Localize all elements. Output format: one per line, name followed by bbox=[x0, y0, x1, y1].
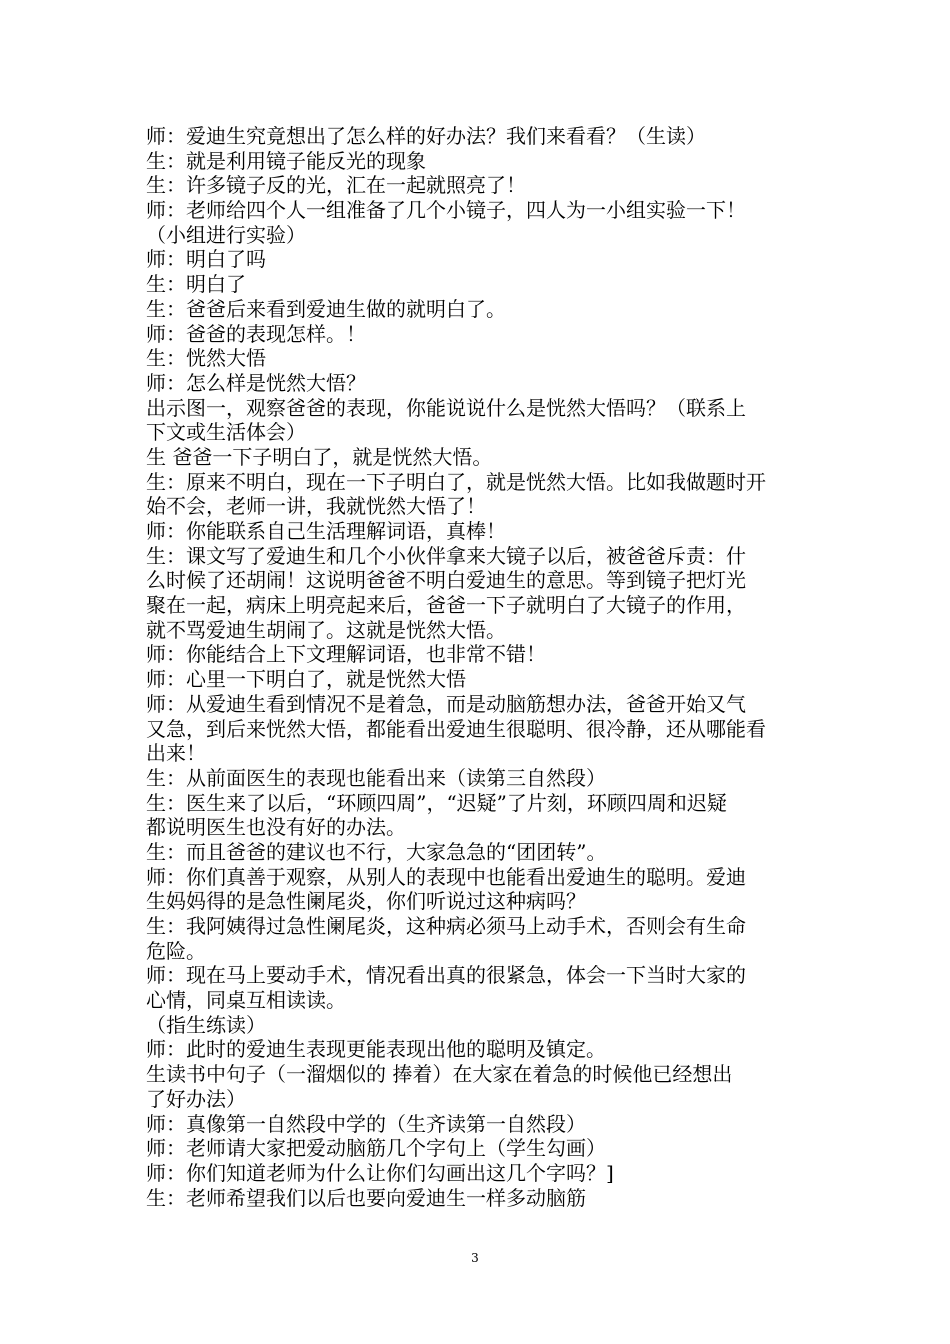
text-line: 师：此时的爱迪生表现更能表现出他的聪明及镇定。 bbox=[146, 1037, 606, 1062]
text-line: 师：爱迪生究竟想出了怎么样的好办法？我们来看看？（生读） bbox=[146, 124, 706, 148]
text-line: 生：医生来了以后，“环顾四周”，“迟疑”了片刻，环顾四周和迟疑 bbox=[146, 790, 727, 815]
text-line: 又急，到后来恍然大悟，都能看出爱迪生很聪明、很冷静，还从哪能看 bbox=[146, 716, 766, 741]
text-line: 生 爸爸一下子明白了，就是恍然大悟。 bbox=[146, 444, 493, 469]
text-line: 师：你能联系自己生活理解词语，真棒！ bbox=[146, 519, 506, 543]
text-line: 下文或生活体会） bbox=[146, 420, 306, 445]
text-line: 就不骂爱迪生胡闹了。这就是恍然大悟。 bbox=[146, 617, 506, 642]
text-line: 师：老师请大家把爱动脑筋几个字句上（学生勾画） bbox=[146, 1136, 606, 1161]
text-line: 师：老师给四个人一组准备了几个小镜子，四人为一小组实验一下！ bbox=[146, 198, 746, 223]
text-line: 危险。 bbox=[146, 938, 206, 963]
text-line: 出来！ bbox=[146, 741, 206, 766]
page-number: 3 bbox=[471, 1251, 479, 1265]
text-line: 生读书中句子（一溜烟似的 捧着）在大家在着急的时候他已经想出 bbox=[146, 1062, 733, 1087]
text-line: 师：明白了吗 bbox=[146, 247, 266, 272]
text-line: 生：恍然大悟 bbox=[146, 346, 266, 371]
text-line: 生：就是利用镜子能反光的现象 bbox=[146, 148, 426, 173]
text-line: 都说明医生也没有好的办法。 bbox=[146, 815, 406, 840]
text-line: 师：从爱迪生看到情况不是着急，而是动脑筋想办法，爸爸开始又气 bbox=[146, 691, 746, 716]
text-line: 始不会，老师一讲，我就恍然大悟了！ bbox=[146, 494, 486, 519]
text-line: 生：明白了 bbox=[146, 272, 246, 297]
text-line: 生：许多镜子反的光，汇在一起就照亮了！ bbox=[146, 173, 526, 198]
text-line: 生：原来不明白，现在一下子明白了，就是恍然大悟。比如我做题时开 bbox=[146, 469, 766, 494]
text-line: 生：从前面医生的表现也能看出来（读第三自然段） bbox=[146, 765, 606, 790]
text-line: 生：爸爸后来看到爱迪生做的就明白了。 bbox=[146, 296, 506, 321]
text-line: 师：怎么样是恍然大悟？ bbox=[146, 370, 366, 395]
text-line: 生：而且爸爸的建议也不行，大家急急的“团团转”。 bbox=[146, 839, 607, 864]
text-line: 出示图一，观察爸爸的表现，你能说说什么是恍然大悟吗？（联系上 bbox=[146, 395, 746, 420]
text-line: 生：我阿姨得过急性阑尾炎，这种病必须马上动手术，否则会有生命 bbox=[146, 914, 746, 938]
text-line: 聚在一起，病床上明亮起来后，爸爸一下子就明白了大镜子的作用， bbox=[146, 593, 746, 618]
text-line: 生：课文写了爱迪生和几个小伙伴拿来大镜子以后，被爸爸斥责：什 bbox=[146, 543, 746, 568]
text-line: 生：老师希望我们以后也要向爱迪生一样多动脑筋 bbox=[146, 1185, 586, 1210]
text-line: 生妈妈得的是急性阑尾炎，你们听说过这种病吗？ bbox=[146, 889, 586, 914]
text-line: 了好办法） bbox=[146, 1086, 246, 1111]
text-line: （指生练读） bbox=[146, 1012, 266, 1037]
text-line: 师：爸爸的表现怎样。！ bbox=[146, 321, 366, 346]
text-line: 心情，同桌互相读读。 bbox=[146, 988, 346, 1013]
text-line: 师：心里一下明白了，就是恍然大悟 bbox=[146, 667, 466, 692]
text-line: 师：现在马上要动手术，情况看出真的很紧急，体会一下当时大家的 bbox=[146, 963, 746, 988]
text-line: 师：真像第一自然段中学的（生齐读第一自然段） bbox=[146, 1111, 586, 1136]
text-line: 师：你们真善于观察，从别人的表现中也能看出爱迪生的聪明。爱迪 bbox=[146, 864, 746, 889]
text-line: 师：你能结合上下文理解词语，也非常不错！ bbox=[146, 642, 546, 667]
document-body bbox=[146, 124, 808, 1210]
text-line: 师：你们知道老师为什么让你们勾画出这几个字吗？] bbox=[146, 1160, 614, 1185]
text-line: （小组进行实验） bbox=[146, 222, 306, 247]
text-line: 么时候了还胡闹！这说明爸爸不明白爱迪生的意思。等到镜子把灯光 bbox=[146, 568, 746, 593]
